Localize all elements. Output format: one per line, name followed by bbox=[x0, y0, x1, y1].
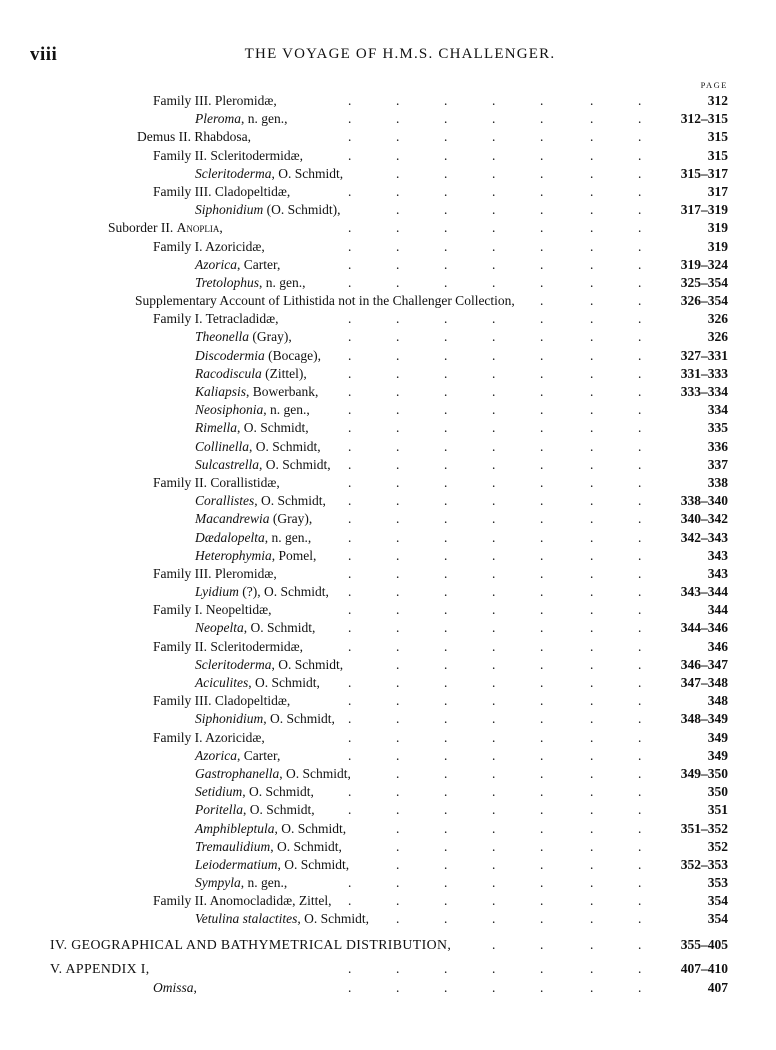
toc-entry-text: , O. Schmidt, bbox=[249, 438, 321, 454]
toc-entry-label bbox=[195, 256, 280, 274]
toc-entry: Neosiphonia, n. gen., . . . . . . . 334 bbox=[195, 402, 728, 418]
toc-entry-genus: Omissa bbox=[153, 979, 194, 995]
toc-entry: Pleroma, n. gen., . . . . . . . 312–315 bbox=[195, 111, 728, 127]
toc-entry-page: 336 bbox=[707, 438, 728, 454]
toc-entry-page: 335 bbox=[707, 420, 728, 436]
toc-entry: Corallistes, O. Schmidt, . . . . . . . 338–340 bbox=[195, 493, 728, 509]
toc-entry-genus: Pleroma bbox=[195, 111, 241, 127]
toc-entry-text: Family III. Cladopeltidæ, bbox=[153, 693, 291, 709]
toc-entry-text: , O. Schmidt, bbox=[254, 493, 326, 509]
toc-entry: Lyidium (?), O. Schmidt, . . . . . . . 343–344 bbox=[195, 584, 728, 600]
toc-entry: Aciculites, O. Schmidt, . . . . . . . 347–348 bbox=[195, 675, 728, 690]
toc-entry-text: , O. Schmidt, bbox=[243, 620, 316, 636]
toc-entry: Omissa, . . . . . . . 407 bbox=[153, 979, 728, 995]
toc-entry-text: Supplementary Account of Lithistida not in the Challenger Collection, bbox=[135, 293, 515, 309]
toc-entry-page: 343 bbox=[707, 565, 728, 581]
toc-entry-label bbox=[153, 147, 303, 165]
toc-entry-text: , O. Schmidt, bbox=[274, 820, 347, 836]
toc-entry-genus: Aciculites bbox=[195, 675, 249, 690]
toc-entry-label bbox=[195, 874, 287, 892]
toc-entry: Family I. Tetracladidæ, . . . . . . . 326 bbox=[153, 311, 728, 327]
toc-entry-genus: Racodiscula bbox=[195, 365, 262, 381]
toc-entry-genus: Gastrophanella bbox=[195, 765, 280, 781]
toc-entry-page: 315 bbox=[707, 129, 728, 145]
toc-entry-label bbox=[195, 674, 320, 692]
toc-entry-text: , O. Schmidt, bbox=[243, 802, 315, 818]
toc-entry-label bbox=[195, 401, 310, 419]
toc-entry-page: 343 bbox=[707, 547, 728, 563]
toc-entry: Amphibleptula, O. Schmidt, . . . . . . 351–352 bbox=[195, 820, 728, 836]
toc-entry-label bbox=[195, 838, 342, 856]
toc-entry-label bbox=[137, 128, 251, 146]
toc-entry-page: 315–317 bbox=[680, 165, 728, 181]
toc-entry-genus: Collinella bbox=[195, 438, 249, 454]
toc-entry: Suborder II. Anoplia, . . . . . . . 319 bbox=[108, 220, 728, 236]
toc-entry-label bbox=[135, 292, 515, 310]
toc-entry-label bbox=[153, 638, 303, 656]
toc-entry: Family III. Cladopeltidæ, . . . . . . . 317 bbox=[153, 183, 728, 199]
toc-entry-genus: Tremaulidium bbox=[195, 838, 271, 854]
toc-entry-page: 342–343 bbox=[680, 529, 728, 545]
toc-entry-label bbox=[195, 456, 331, 474]
toc-entry-text: V. APPENDIX I, bbox=[50, 960, 150, 976]
toc-entry-text: Family I. Azoricidæ, bbox=[153, 238, 265, 254]
toc-entry: Family II. Anomocladidæ, Zittel, . . . . . . . 354 bbox=[153, 893, 728, 909]
toc-entry-text: , Carter, bbox=[237, 256, 281, 272]
toc-entry-genus: Siphonidium bbox=[195, 202, 264, 218]
toc-entry-page: 325–354 bbox=[680, 274, 728, 290]
toc-entry-text: , O. Schmidt, bbox=[277, 856, 350, 872]
toc-entry-genus: Tretolophus bbox=[195, 274, 260, 290]
toc-entry-label bbox=[195, 765, 351, 783]
toc-entry-page: 343–344 bbox=[680, 584, 728, 600]
page-number: viii bbox=[30, 44, 58, 65]
toc-entry-page: 350 bbox=[707, 784, 728, 800]
toc-entry-label bbox=[153, 310, 279, 328]
toc-entry-genus: Siphonidium bbox=[195, 711, 264, 727]
toc-entry: Family III. Pleromidæ, . . . . . . . 343 bbox=[153, 565, 728, 581]
toc-entry-label bbox=[195, 165, 343, 183]
toc-entry: Azorica, Carter, . . . . . . . 319–324 bbox=[195, 256, 728, 272]
toc-entry-label bbox=[195, 510, 312, 528]
toc-entry-label bbox=[195, 492, 326, 510]
toc-entry-label bbox=[153, 565, 277, 583]
toc-entry-label bbox=[195, 110, 288, 128]
toc-entry-text: , O. Schmidt, bbox=[237, 420, 309, 436]
toc-entry-page: 349–350 bbox=[680, 765, 728, 781]
toc-entry: Family I. Azoricidæ, . . . . . . . 319 bbox=[153, 238, 728, 254]
toc-entry-page: 338–340 bbox=[680, 493, 728, 509]
toc-entry-label bbox=[195, 910, 369, 928]
toc-entry-text: Family II. Corallistidæ, bbox=[153, 474, 280, 490]
toc-entry-genus: Scleritoderma bbox=[195, 656, 272, 672]
toc-entry-page: 344–346 bbox=[680, 620, 728, 636]
toc-entry-page: 317–319 bbox=[680, 202, 728, 218]
toc-entry-text: , n. gen., bbox=[241, 111, 288, 127]
toc-entry: Supplementary Account of Lithistida not in the Challenger Collection, . . . 326–354 bbox=[135, 293, 728, 309]
toc-entry-page: 315 bbox=[707, 147, 728, 163]
toc-entry: Discodermia (Bocage), . . . . . . . 327–331 bbox=[195, 347, 728, 363]
toc-entry-text: (Gray), bbox=[269, 511, 313, 527]
toc-entry-genus: Macandrewia bbox=[195, 511, 270, 527]
toc-entry: Family II. Scleritodermidæ, . . . . . . . 346 bbox=[153, 638, 728, 654]
toc-entry-label bbox=[195, 274, 306, 292]
toc-entry-page: 326 bbox=[707, 329, 728, 345]
toc-entry-label bbox=[153, 183, 290, 201]
toc-entry-page: 317 bbox=[707, 183, 728, 199]
toc-entry-page: 349 bbox=[707, 747, 728, 763]
toc-entry-text: Family I. Azoricidæ, bbox=[153, 729, 265, 745]
toc-entry-page: 351–352 bbox=[680, 820, 728, 836]
toc-entry: Sulcastrella, O. Schmidt, . . . . . . . 337 bbox=[195, 456, 728, 472]
toc-entry-label bbox=[153, 238, 265, 256]
toc-entry-page: 349 bbox=[707, 729, 728, 745]
toc-entry-label bbox=[195, 365, 307, 383]
toc-entry: Family II. Corallistidæ, . . . . . . . 338 bbox=[153, 474, 728, 490]
toc-entry-label bbox=[195, 801, 315, 819]
toc-entry-label bbox=[195, 328, 292, 346]
toc-entry: Scleritoderma, O. Schmidt, . . . . . . 346–347 bbox=[195, 656, 728, 672]
toc-entry-label bbox=[195, 419, 309, 437]
toc-entry-genus: Azorica bbox=[195, 256, 237, 272]
toc-entry: Rimella, O. Schmidt, . . . . . . . 335 bbox=[195, 420, 728, 436]
toc-entry-page: 319 bbox=[707, 220, 728, 236]
toc-entry-label bbox=[153, 979, 197, 997]
toc-entry-text: (O. Schmidt), bbox=[263, 202, 341, 218]
toc-entry-label bbox=[195, 619, 315, 637]
toc-entry-page: 353 bbox=[707, 875, 728, 891]
toc-entry-page: 351 bbox=[707, 802, 728, 818]
toc-entry: IV. GEOGRAPHICAL AND BATHYMETRICAL DISTRIBUTION, . . . . 355–405 bbox=[0, 933, 776, 955]
toc-entry-text: IV. GEOGRAPHICAL AND BATHYMETRICAL DISTRIBUTION, bbox=[50, 936, 452, 952]
toc-entry-text: , O. Schmidt, bbox=[271, 656, 344, 672]
toc-entry-page: 312 bbox=[707, 93, 728, 108]
toc-entry-genus: Kaliapsis bbox=[195, 384, 247, 399]
toc-entry-text: Family III. Pleromidæ, bbox=[153, 565, 277, 581]
toc-entry: Kaliapsis, Bowerbank, . . . . . . . 333–334 bbox=[195, 384, 728, 399]
toc-entry-text: , n. gen., bbox=[259, 274, 306, 290]
toc-entry: Collinella, O. Schmidt, . . . . . . . 336 bbox=[195, 438, 728, 454]
toc-entry-label bbox=[108, 219, 223, 237]
toc-entry: Sympyla, n. gen., . . . . . . . 353 bbox=[195, 875, 728, 891]
toc-entry: Azorica, Carter, . . . . . . . 349 bbox=[195, 747, 728, 763]
page-header bbox=[30, 44, 730, 72]
toc-entry-page: 352–353 bbox=[680, 856, 728, 872]
toc-entry-text: Family I. Neopeltidæ, bbox=[153, 602, 272, 618]
toc-entry-genus: Heterophymia bbox=[195, 547, 272, 563]
toc-entry-page: 407–410 bbox=[680, 960, 728, 976]
toc-entry-genus: Setidium bbox=[195, 784, 243, 800]
toc-entry-page: 319–324 bbox=[680, 256, 728, 272]
toc-entry-label bbox=[195, 583, 329, 601]
toc-entry-label bbox=[195, 710, 335, 728]
toc-entry-text: Family III. Pleromidæ, bbox=[153, 93, 277, 108]
toc-entry-text: , bbox=[193, 979, 197, 995]
running-title: THE VOYAGE OF H.M.S. CHALLENGER. bbox=[244, 46, 556, 62]
toc-entry-genus: Azorica bbox=[195, 747, 237, 763]
toc-entry: Family III. Pleromidæ, . . . . . . . 312 bbox=[153, 93, 728, 108]
toc-entry-page: 407 bbox=[707, 979, 728, 995]
toc-entry-page: 348–349 bbox=[680, 711, 728, 727]
toc-entry-text: , Carter, bbox=[237, 747, 281, 763]
toc-entry: Scleritoderma, O. Schmidt, . . . . . . 315–317 bbox=[195, 165, 728, 181]
toc-entry-page: 327–331 bbox=[680, 347, 728, 363]
toc-entry: Heterophymia, Pomel, . . . . . . . 343 bbox=[195, 547, 728, 563]
toc-entry-page: 354 bbox=[707, 893, 728, 909]
toc-entry-page: 319 bbox=[707, 238, 728, 254]
toc-entry-label bbox=[153, 601, 272, 619]
toc-entry-page: 326–354 bbox=[680, 293, 728, 309]
toc-entry-text: , O. Schmidt, bbox=[279, 765, 351, 781]
toc-entry: Vetulina stalactites, O. Schmidt, . . . . . . 354 bbox=[195, 911, 728, 927]
toc-entry-text: , n. gen., bbox=[264, 529, 312, 545]
toc-entry-page: 331–333 bbox=[680, 365, 728, 381]
toc-entry-text: , n. gen., bbox=[240, 875, 288, 891]
toc-entry-label bbox=[195, 783, 314, 801]
toc-entry-text: Suborder II. Anoplia, bbox=[108, 220, 223, 236]
toc-entry-page: 355–405 bbox=[680, 936, 728, 952]
toc-entry-page: 333–334 bbox=[680, 384, 728, 399]
toc-entry-label bbox=[195, 747, 280, 765]
toc-entry-text: (Zittel), bbox=[261, 365, 307, 381]
toc-entry: Theonella (Gray), . . . . . . . 326 bbox=[195, 329, 728, 345]
toc-entry-genus: Corallistes bbox=[195, 493, 255, 509]
toc-entry-page: 346–347 bbox=[680, 656, 728, 672]
toc-entry: Poritella, O. Schmidt, . . . . . . . 351 bbox=[195, 802, 728, 818]
toc-entry-genus: Poritella bbox=[195, 802, 243, 818]
toc-entry-page: 340–342 bbox=[680, 511, 728, 527]
toc-entry-genus: Scleritoderma bbox=[195, 165, 272, 181]
toc-entry-label bbox=[50, 957, 150, 981]
toc-entry-page: 326 bbox=[707, 311, 728, 327]
toc-entry-text: Family I. Tetracladidæ, bbox=[153, 311, 279, 327]
toc-entry-label bbox=[195, 529, 311, 547]
toc-entry-genus: Vetulina stalactites bbox=[195, 911, 298, 927]
toc-entry-genus: Lyidium bbox=[195, 584, 239, 600]
toc-entry: V. APPENDIX I, . . . . . . . 407–410 bbox=[0, 957, 776, 979]
toc-entry-label bbox=[153, 92, 277, 110]
toc-entry-text: (?), O. Schmidt, bbox=[238, 584, 329, 600]
toc-entry-label bbox=[50, 933, 451, 957]
toc-entry-text: Family III. Cladopeltidæ, bbox=[153, 183, 291, 199]
toc-entry-text: , O. Schmidt, bbox=[271, 165, 344, 181]
toc-entry: Family III. Cladopeltidæ, . . . . . . . 348 bbox=[153, 693, 728, 709]
toc-entry-text: Family II. Scleritodermidæ, bbox=[153, 638, 303, 654]
toc-entry-genus: Dædalopelta bbox=[195, 529, 265, 545]
toc-entry-label bbox=[195, 656, 343, 674]
toc-entry-text: (Gray), bbox=[249, 329, 292, 345]
toc-entry-label bbox=[153, 474, 280, 492]
toc-entry: Racodiscula (Zittel), . . . . . . . 331–333 bbox=[195, 365, 728, 381]
toc-entry: Gastrophanella, O. Schmidt, . . . . . . 349–350 bbox=[195, 765, 728, 781]
toc-entry-page: 352 bbox=[707, 838, 728, 854]
toc-entry: Leiodermatium, O. Schmidt, . . . . . . 352–353 bbox=[195, 856, 728, 872]
toc-entry-page: 337 bbox=[707, 456, 728, 472]
toc-entry-page: 312–315 bbox=[680, 111, 728, 127]
toc-entry-genus: Sulcastrella bbox=[195, 456, 259, 472]
toc-entry-label bbox=[195, 383, 318, 401]
toc-entry-label bbox=[153, 692, 290, 710]
toc-entry-page: 346 bbox=[707, 638, 728, 654]
toc-entry-text: , O. Schmidt, bbox=[297, 911, 370, 927]
toc-entry: Family II. Scleritodermidæ, . . . . . . . 315 bbox=[153, 147, 728, 163]
toc-entry-genus: Discodermia bbox=[195, 347, 265, 363]
toc-entry-label bbox=[195, 347, 321, 365]
toc-entry: Macandrewia (Gray), . . . . . . . 340–342 bbox=[195, 511, 728, 527]
toc-entry-text: Demus II. Rhabdosa, bbox=[137, 129, 251, 145]
toc-entry-label bbox=[195, 438, 321, 456]
toc-entry-text: , O. Schmidt, bbox=[242, 784, 314, 800]
page-column-label: PAGE bbox=[700, 80, 728, 90]
toc-entry-label bbox=[153, 892, 331, 910]
toc-entry-page: 338 bbox=[707, 474, 728, 490]
toc-entry-genus: Neosiphonia bbox=[195, 402, 264, 418]
toc-entry-text: , O. Schmidt, bbox=[248, 675, 320, 690]
toc-entry-genus: Sympyla bbox=[195, 875, 241, 891]
toc-entry: Tremaulidium, O. Schmidt, . . . . . . 352 bbox=[195, 838, 728, 854]
toc-entry: Family I. Azoricidæ, . . . . . . . 349 bbox=[153, 729, 728, 745]
toc-entry-page: 347–348 bbox=[680, 675, 728, 690]
toc-entry: Tretolophus, n. gen., . . . . . . . 325–354 bbox=[195, 274, 728, 290]
toc-entry: Siphonidium (O. Schmidt), . . . . . . 317–319 bbox=[195, 202, 728, 218]
toc-entry-page: 334 bbox=[707, 402, 728, 418]
toc-entry-text: , Bowerbank, bbox=[246, 384, 319, 399]
toc-entry-genus: Leiodermatium bbox=[195, 856, 278, 872]
toc-entry-genus: Amphibleptula bbox=[195, 820, 275, 836]
toc-entry-text: , Pomel, bbox=[271, 547, 317, 563]
toc-entry-page: 344 bbox=[707, 602, 728, 618]
toc-entry-genus: Rimella bbox=[195, 420, 237, 436]
toc-entry: Siphonidium, O. Schmidt, . . . . . . . 348–349 bbox=[195, 711, 728, 727]
toc-entry: Neopelta, O. Schmidt, . . . . . . . 344–346 bbox=[195, 620, 728, 636]
toc-entry-page: 354 bbox=[707, 911, 728, 927]
toc-entry-text: , O. Schmidt, bbox=[263, 711, 335, 727]
toc-entry-text: , O. Schmidt, bbox=[259, 456, 331, 472]
toc-entry-label bbox=[195, 820, 346, 838]
toc-entry-label bbox=[195, 856, 349, 874]
toc-entry-text: Family II. Scleritodermidæ, bbox=[153, 147, 303, 163]
toc-entry-label bbox=[195, 547, 316, 565]
toc-entry: Setidium, O. Schmidt, . . . . . . . 350 bbox=[195, 784, 728, 800]
toc-entry: Demus II. Rhabdosa, . . . . . . . 315 bbox=[137, 129, 728, 145]
toc-entry: Family I. Neopeltidæ, . . . . . . . 344 bbox=[153, 602, 728, 618]
toc-entry-label bbox=[153, 729, 265, 747]
toc-entry-genus: Neopelta bbox=[195, 620, 244, 636]
toc-entry-page: 348 bbox=[707, 693, 728, 709]
table-of-contents bbox=[0, 92, 776, 997]
toc-entry-text: Family II. Anomocladidæ, Zittel, bbox=[153, 893, 332, 909]
toc-entry-text: , O. Schmidt, bbox=[270, 838, 342, 854]
toc-entry-genus: Theonella bbox=[195, 329, 249, 345]
toc-entry-text: (Bocage), bbox=[264, 347, 321, 363]
toc-entry-label bbox=[195, 201, 341, 219]
toc-entry: Dædalopelta, n. gen., . . . . . . . 342–343 bbox=[195, 529, 728, 545]
toc-entry-text: , n. gen., bbox=[263, 402, 310, 418]
